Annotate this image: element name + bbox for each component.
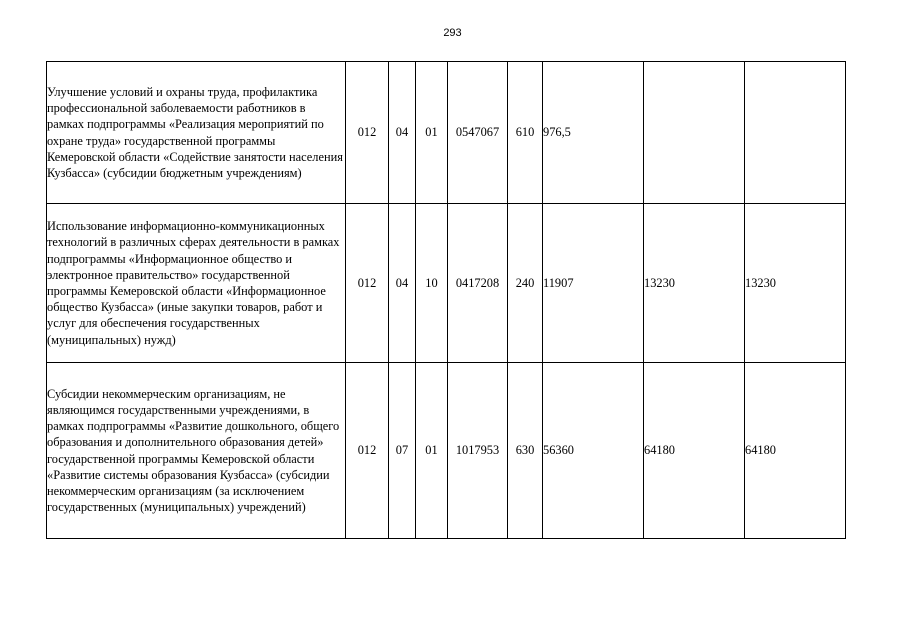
amount-year-1: 56360 (543, 363, 644, 539)
section-code: 04 (389, 62, 416, 204)
expense-type-code: 630 (508, 363, 543, 539)
expense-type-code: 240 (508, 204, 543, 363)
target-article-code: 0547067 (448, 62, 508, 204)
section-code: 04 (389, 204, 416, 363)
amount-year-3: 13230 (745, 204, 846, 363)
amount-year-3: 64180 (745, 363, 846, 539)
amount-year-1: 976,5 (543, 62, 644, 204)
subsection-code: 01 (416, 62, 448, 204)
ministry-code: 012 (346, 62, 389, 204)
section-code: 07 (389, 363, 416, 539)
target-article-code: 0417208 (448, 204, 508, 363)
amount-year-1: 11907 (543, 204, 644, 363)
amount-year-3 (745, 62, 846, 204)
page-number: 293 (443, 27, 462, 39)
table-row (47, 363, 846, 539)
amount-year-2 (644, 62, 745, 204)
table-row (47, 204, 846, 363)
table-row (47, 62, 846, 204)
ministry-code: 012 (346, 204, 389, 363)
subsection-code: 01 (416, 363, 448, 539)
subsection-code: 10 (416, 204, 448, 363)
amount-year-2: 13230 (644, 204, 745, 363)
expense-description: Улучшение условий и охраны труда, профилактика профессиональной заболеваемости работников в рамках подпрограммы «Реализация мероприятий по охране труда» государственной программы Кемеровской области «Содействие занятости населения Кузбасса» (субсидии бюджетным учреждениям) (47, 62, 346, 204)
amount-year-2: 64180 (644, 363, 745, 539)
expense-description: Субсидии некоммерческим организациям, не являющимся государственными учреждениями, в рамках подпрограммы «Развитие дошкольного, общего образования и дополнительного образования детей» государственной программы Кемеровской области «Развитие системы образования Кузбасса» (субсидии некоммерческим организациям (за исключением государственных (муниципальных) учреждений) (47, 363, 346, 539)
budget-table (46, 61, 846, 539)
target-article-code: 1017953 (448, 363, 508, 539)
expense-type-code: 610 (508, 62, 543, 204)
expense-description: Использование информационно-коммуникационных технологий в различных сферах деятельности в рамках подпрограммы «Информационное общество и электронное правительство» государственной программы Кемеровской области «Информационное общество Кузбасса» (иные закупки товаров, работ и услуг для обеспечения государственных (муниципальных) нужд) (47, 204, 346, 363)
ministry-code: 012 (346, 363, 389, 539)
